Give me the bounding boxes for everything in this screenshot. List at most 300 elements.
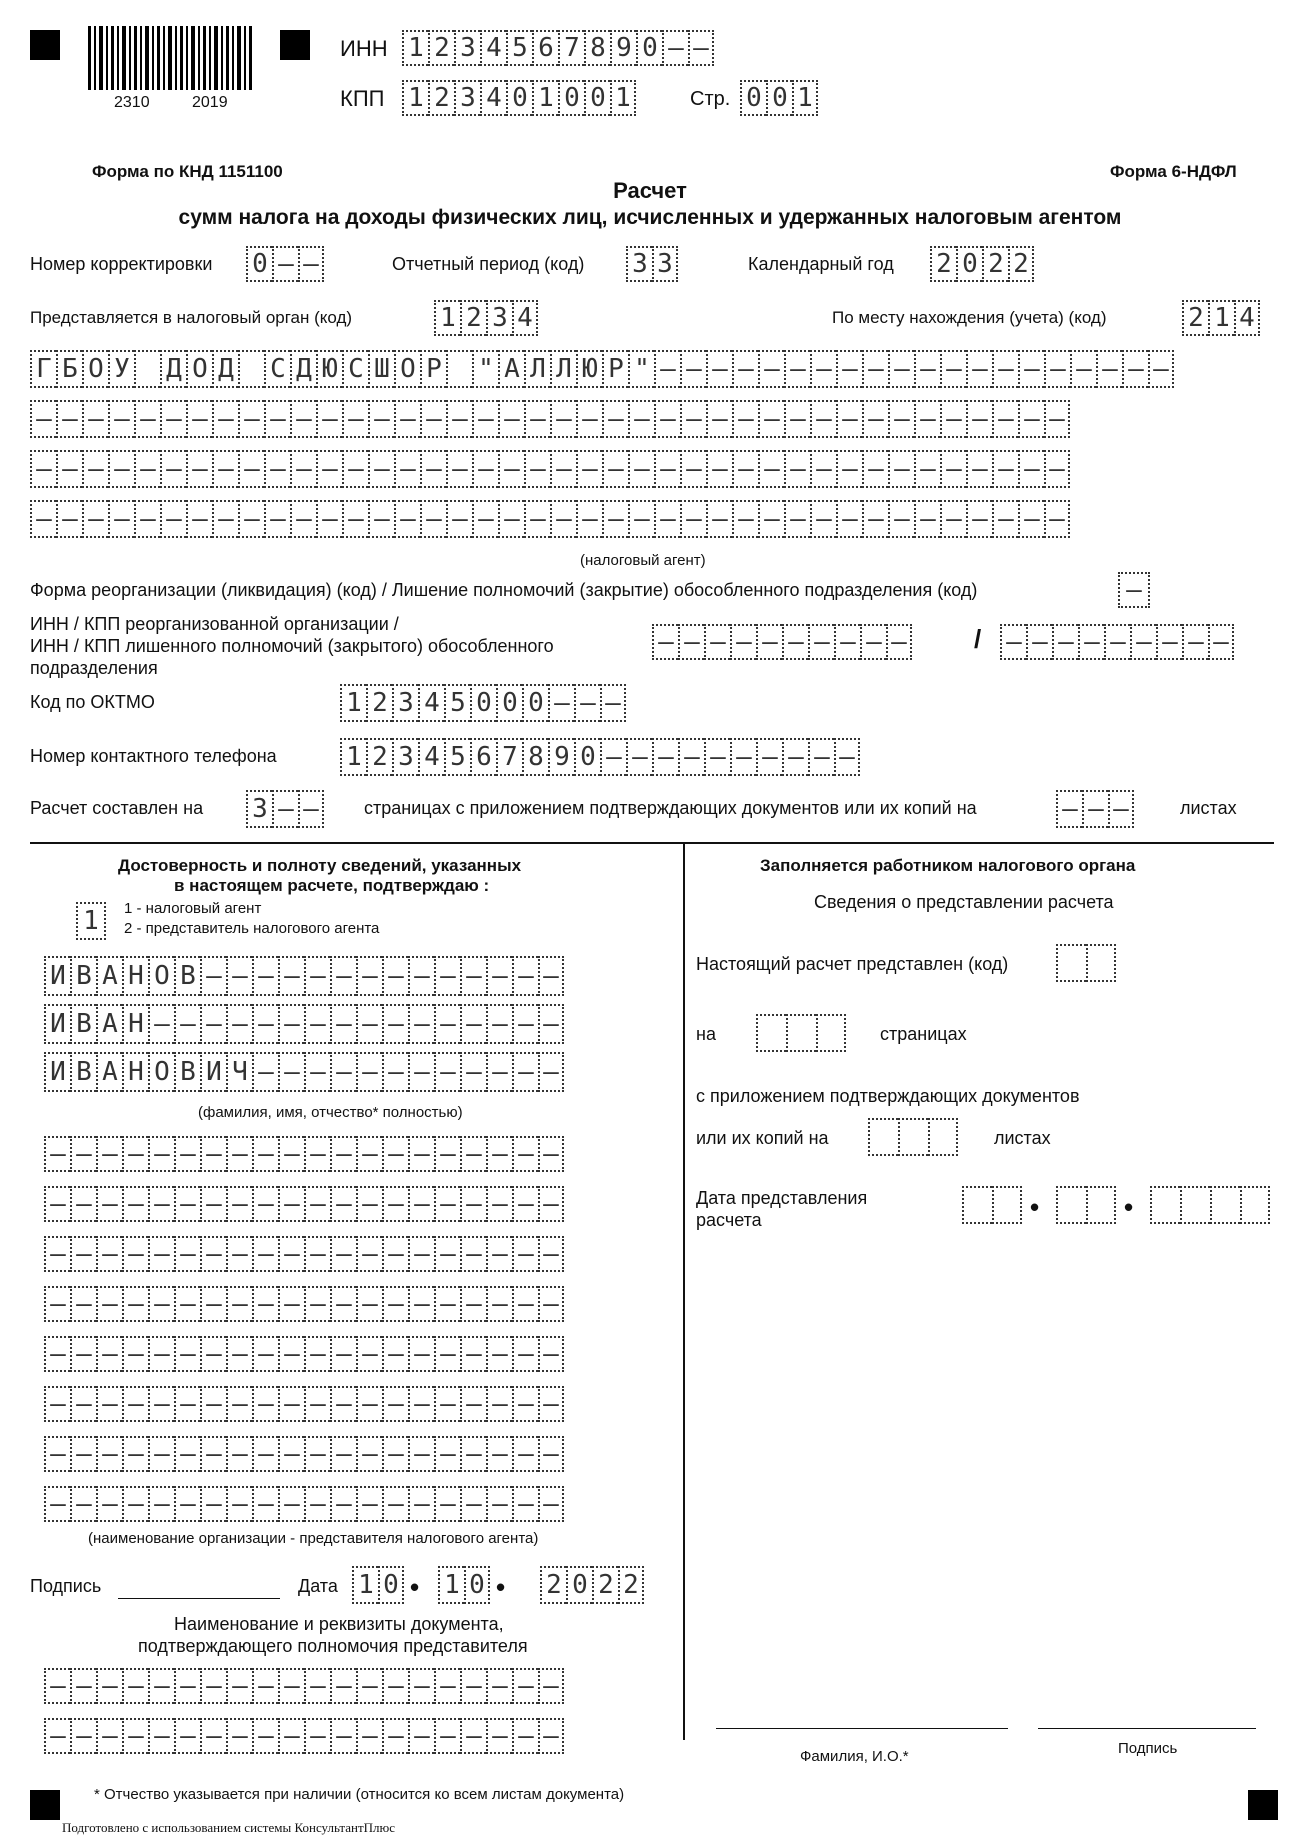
input-cell[interactable]: – [70,1136,96,1172]
input-cell[interactable]: О [148,1052,174,1092]
input-cell[interactable]: – [678,738,704,776]
input-cell[interactable]: – [122,1718,148,1754]
input-cell[interactable]: – [96,1668,122,1704]
year-cells[interactable] [930,246,1034,282]
input-cell[interactable]: 8 [584,30,610,66]
input-cell[interactable]: – [862,500,888,538]
input-cell[interactable]: А [96,956,122,996]
input-cell[interactable]: – [264,450,290,488]
input-cell[interactable]: – [200,1436,226,1472]
input-cell[interactable]: – [1026,624,1052,660]
signer-cells[interactable] [76,902,106,940]
input-cell[interactable]: – [628,400,654,438]
input-cell[interactable]: – [226,1136,252,1172]
rep-row-4[interactable] [44,1286,564,1322]
input-cell[interactable]: – [356,1668,382,1704]
input-cell[interactable]: – [538,1718,564,1754]
input-cell[interactable]: – [992,450,1018,488]
right-date-year-cells[interactable] [1150,1186,1270,1224]
input-cell[interactable]: – [200,956,226,996]
input-cell[interactable]: – [460,1004,486,1044]
input-cell[interactable]: 3 [626,246,652,282]
input-cell[interactable]: – [628,450,654,488]
input-cell[interactable]: – [134,400,160,438]
input-cell[interactable]: – [550,450,576,488]
input-cell[interactable]: – [408,956,434,996]
input-cell[interactable]: – [108,450,134,488]
input-cell[interactable]: – [1078,624,1104,660]
input-cell[interactable]: 5 [444,738,470,776]
input-cell[interactable]: – [1018,400,1044,438]
input-cell[interactable]: – [56,400,82,438]
input-cell[interactable]: – [304,1236,330,1272]
input-cell[interactable]: – [512,1186,538,1222]
input-cell[interactable]: Г [30,350,56,388]
input-cell[interactable]: – [200,1004,226,1044]
input-cell[interactable]: И [44,956,70,996]
input-cell[interactable]: – [472,400,498,438]
input-cell[interactable]: – [408,1668,434,1704]
input-cell[interactable]: – [888,400,914,438]
input-cell[interactable]: – [356,1436,382,1472]
input-cell[interactable]: – [758,450,784,488]
input-cell[interactable]: – [782,738,808,776]
input-cell[interactable]: – [576,500,602,538]
input-cell[interactable]: Ю [316,350,342,388]
input-cell[interactable]: 7 [558,30,584,66]
input-cell[interactable]: – [808,624,834,660]
input-cell[interactable]: – [408,1186,434,1222]
input-cell[interactable]: – [70,1236,96,1272]
input-cell[interactable]: – [122,1386,148,1422]
input-cell[interactable]: – [356,1186,382,1222]
input-cell[interactable]: – [1044,350,1070,388]
input-cell[interactable]: – [512,956,538,996]
input-cell[interactable]: – [122,1236,148,1272]
input-cell[interactable]: – [732,350,758,388]
reorg-cells[interactable] [1118,572,1150,608]
input-cell[interactable]: – [836,350,862,388]
input-cell[interactable]: – [356,1004,382,1044]
input-cell[interactable]: Д [212,350,238,388]
input-cell[interactable]: 0 [506,80,532,116]
input-cell[interactable]: – [304,1718,330,1754]
input-cell[interactable]: – [706,500,732,538]
input-cell[interactable]: 1 [610,80,636,116]
input-cell[interactable]: – [174,1668,200,1704]
input-cell[interactable]: И [44,1052,70,1092]
input-cell[interactable]: – [174,1718,200,1754]
input-cell[interactable]: – [278,1136,304,1172]
input-cell[interactable]: – [226,1486,252,1522]
input-cell[interactable]: В [70,1004,96,1044]
input-cell[interactable]: – [174,1236,200,1272]
input-cell[interactable]: – [96,1386,122,1422]
input-cell[interactable]: – [304,1486,330,1522]
input-cell[interactable]: – [446,450,472,488]
input-cell[interactable]: – [278,1718,304,1754]
input-cell[interactable]: – [278,1336,304,1372]
input-cell[interactable]: – [56,450,82,488]
tax-org-cells[interactable] [434,300,538,336]
input-cell[interactable]: 1 [438,1566,464,1604]
input-cell[interactable]: 1 [402,80,428,116]
input-cell[interactable] [1180,1186,1210,1224]
right-date-day-cells[interactable] [962,1186,1022,1224]
input-cell[interactable]: 1 [1208,300,1234,336]
input-cell[interactable]: Д [290,350,316,388]
input-cell[interactable]: – [148,1004,174,1044]
input-cell[interactable]: – [434,1004,460,1044]
kpp-cells[interactable] [402,80,636,116]
input-cell[interactable]: – [836,450,862,488]
input-cell[interactable]: – [330,1286,356,1322]
rep-row-1[interactable] [44,1136,564,1172]
input-cell[interactable]: – [278,1236,304,1272]
input-cell[interactable]: – [252,1004,278,1044]
input-cell[interactable]: – [538,1004,564,1044]
input-cell[interactable]: – [730,738,756,776]
input-cell[interactable]: – [160,450,186,488]
input-cell[interactable]: – [330,1136,356,1172]
input-cell[interactable]: – [486,1136,512,1172]
input-cell[interactable]: 2 [618,1566,644,1604]
input-cell[interactable]: – [174,1486,200,1522]
input-cell[interactable]: – [758,500,784,538]
input-cell[interactable]: – [252,1386,278,1422]
input-cell[interactable]: – [174,1186,200,1222]
input-cell[interactable]: – [368,400,394,438]
input-cell[interactable]: – [304,1186,330,1222]
input-cell[interactable]: – [654,500,680,538]
input-cell[interactable]: – [148,1336,174,1372]
input-cell[interactable]: – [538,1436,564,1472]
input-cell[interactable]: – [888,500,914,538]
input-cell[interactable]: – [1070,350,1096,388]
input-cell[interactable]: – [174,1336,200,1372]
input-cell[interactable]: – [174,1386,200,1422]
input-cell[interactable]: – [810,350,836,388]
input-cell[interactable]: – [44,1336,70,1372]
input-cell[interactable]: – [486,1236,512,1272]
input-cell[interactable]: – [44,1486,70,1522]
input-cell[interactable]: В [174,956,200,996]
input-cell[interactable]: Л [550,350,576,388]
input-cell[interactable]: – [434,1052,460,1092]
input-cell[interactable]: – [940,450,966,488]
input-cell[interactable]: – [420,400,446,438]
input-cell[interactable]: – [70,1436,96,1472]
input-cell[interactable]: 5 [506,30,532,66]
input-cell[interactable]: – [654,400,680,438]
input-cell[interactable]: – [680,450,706,488]
input-cell[interactable]: – [96,1718,122,1754]
input-cell[interactable]: Л [524,350,550,388]
input-cell[interactable]: 2 [428,80,454,116]
input-cell[interactable]: 4 [480,80,506,116]
input-cell[interactable]: – [1156,624,1182,660]
input-cell[interactable]: – [56,500,82,538]
input-cell[interactable]: – [148,1436,174,1472]
input-cell[interactable]: Ч [226,1052,252,1092]
input-cell[interactable]: 4 [1234,300,1260,336]
input-cell[interactable]: – [538,1668,564,1704]
input-cell[interactable]: Н [122,956,148,996]
input-cell[interactable]: 0 [584,80,610,116]
input-cell[interactable]: – [252,1236,278,1272]
doc-row-2[interactable] [44,1718,564,1754]
patronymic-cells[interactable] [44,1052,564,1092]
input-cell[interactable]: – [186,450,212,488]
input-cell[interactable]: – [272,790,298,828]
input-cell[interactable]: – [758,350,784,388]
input-cell[interactable]: – [30,450,56,488]
input-cell[interactable]: – [888,450,914,488]
input-cell[interactable]: 6 [470,738,496,776]
input-cell[interactable]: – [330,1718,356,1754]
rep-row-7[interactable] [44,1436,564,1472]
input-cell[interactable]: 2 [982,246,1008,282]
input-cell[interactable]: – [434,1486,460,1522]
input-cell[interactable]: – [408,1436,434,1472]
input-cell[interactable]: – [512,1668,538,1704]
input-cell[interactable]: – [486,1436,512,1472]
input-cell[interactable]: – [304,1286,330,1322]
reorg-inn-cells[interactable] [652,624,912,660]
input-cell[interactable]: 4 [418,738,444,776]
input-cell[interactable]: – [1108,790,1134,828]
input-cell[interactable]: – [356,1052,382,1092]
input-cell[interactable] [1086,944,1116,982]
input-cell[interactable]: 2 [1182,300,1208,336]
input-cell[interactable]: – [538,1486,564,1522]
input-cell[interactable]: – [174,1286,200,1322]
input-cell[interactable]: – [836,500,862,538]
input-cell[interactable]: – [512,1236,538,1272]
input-cell[interactable]: – [1118,572,1150,608]
input-cell[interactable]: – [330,1004,356,1044]
input-cell[interactable]: Р [420,350,446,388]
input-cell[interactable]: – [654,350,680,388]
agent-name-row-2[interactable] [30,400,1070,438]
input-cell[interactable]: – [498,450,524,488]
input-cell[interactable]: – [212,500,238,538]
input-cell[interactable]: – [966,400,992,438]
input-cell[interactable]: 0 [464,1566,490,1604]
input-cell[interactable]: 0 [470,684,496,722]
input-cell[interactable]: – [460,1436,486,1472]
input-cell[interactable]: – [278,1486,304,1522]
input-cell[interactable] [868,1118,898,1156]
input-cell[interactable]: – [356,1286,382,1322]
input-cell[interactable]: Р [602,350,628,388]
input-cell[interactable]: – [44,1386,70,1422]
input-cell[interactable]: – [108,400,134,438]
input-cell[interactable]: – [304,1668,330,1704]
input-cell[interactable]: – [914,500,940,538]
date-year-cells[interactable] [540,1566,644,1604]
input-cell[interactable]: – [148,1236,174,1272]
input-cell[interactable]: – [1208,624,1234,660]
input-cell[interactable]: – [408,1386,434,1422]
input-cell[interactable]: – [382,1052,408,1092]
input-cell[interactable]: – [272,246,298,282]
input-cell[interactable]: – [1018,450,1044,488]
input-cell[interactable]: – [356,1486,382,1522]
input-cell[interactable]: – [238,450,264,488]
input-cell[interactable]: – [688,30,714,66]
input-cell[interactable]: – [356,1336,382,1372]
input-cell[interactable]: – [382,1336,408,1372]
input-cell[interactable]: Б [56,350,82,388]
input-cell[interactable] [1240,1186,1270,1224]
input-cell[interactable]: – [1122,350,1148,388]
input-cell[interactable]: 8 [522,738,548,776]
input-cell[interactable]: – [784,400,810,438]
input-cell[interactable]: – [44,1136,70,1172]
input-cell[interactable]: – [1044,400,1070,438]
input-cell[interactable]: 0 [496,684,522,722]
input-cell[interactable]: – [304,1004,330,1044]
input-cell[interactable]: – [278,1668,304,1704]
input-cell[interactable]: – [600,684,626,722]
input-cell[interactable]: – [486,1052,512,1092]
surname-cells[interactable] [44,956,564,996]
input-cell[interactable]: – [148,1286,174,1322]
input-cell[interactable]: – [486,1004,512,1044]
input-cell[interactable]: – [434,1236,460,1272]
input-cell[interactable]: – [758,400,784,438]
input-cell[interactable]: – [1018,350,1044,388]
reorg-kpp-cells[interactable] [1000,624,1234,660]
input-cell[interactable]: – [382,1186,408,1222]
location-cells[interactable] [1182,300,1260,336]
input-cell[interactable]: – [434,1718,460,1754]
date-day-cells[interactable] [352,1566,404,1604]
input-cell[interactable]: Ю [576,350,602,388]
input-cell[interactable]: – [460,1718,486,1754]
input-cell[interactable]: 4 [418,684,444,722]
input-cell[interactable]: – [316,500,342,538]
input-cell[interactable]: – [1056,790,1082,828]
input-cell[interactable] [1056,944,1086,982]
input-cell[interactable]: И [44,1004,70,1044]
input-cell[interactable]: – [486,956,512,996]
input-cell[interactable]: – [330,1668,356,1704]
input-cell[interactable]: – [330,1186,356,1222]
input-cell[interactable]: – [226,1236,252,1272]
input-cell[interactable]: – [70,1286,96,1322]
input-cell[interactable]: 2 [930,246,956,282]
input-cell[interactable]: – [524,500,550,538]
input-cell[interactable]: – [408,1336,434,1372]
input-cell[interactable]: 0 [766,80,792,116]
input-cell[interactable]: – [122,1486,148,1522]
input-cell[interactable]: 0 [956,246,982,282]
input-cell[interactable]: – [356,1718,382,1754]
input-cell[interactable]: – [304,956,330,996]
input-cell[interactable]: 1 [434,300,460,336]
input-cell[interactable]: 0 [740,80,766,116]
input-cell[interactable] [898,1118,928,1156]
input-cell[interactable]: – [330,1486,356,1522]
input-cell[interactable]: – [330,1336,356,1372]
correction-cells[interactable] [246,246,324,282]
input-cell[interactable]: – [342,450,368,488]
input-cell[interactable]: – [122,1668,148,1704]
input-cell[interactable]: 5 [444,684,470,722]
input-cell[interactable]: – [862,450,888,488]
input-cell[interactable]: – [278,1286,304,1322]
input-cell[interactable]: – [512,1386,538,1422]
input-cell[interactable]: – [200,1386,226,1422]
input-cell[interactable]: 2 [540,1566,566,1604]
input-cell[interactable]: – [810,450,836,488]
input-cell[interactable]: 0 [558,80,584,116]
input-cell[interactable]: И [200,1052,226,1092]
input-cell[interactable]: – [486,1386,512,1422]
input-cell[interactable]: – [134,500,160,538]
input-cell[interactable]: С [342,350,368,388]
input-cell[interactable]: А [498,350,524,388]
input-cell[interactable]: – [394,500,420,538]
input-cell[interactable]: У [108,350,134,388]
input-cell[interactable]: – [226,1436,252,1472]
input-cell[interactable]: – [122,1286,148,1322]
input-cell[interactable]: – [82,400,108,438]
input-cell[interactable]: 7 [496,738,522,776]
input-cell[interactable]: – [860,624,886,660]
input-cell[interactable]: 2 [460,300,486,336]
input-cell[interactable]: – [44,1236,70,1272]
input-cell[interactable]: – [330,1236,356,1272]
input-cell[interactable]: 3 [392,684,418,722]
input-cell[interactable] [1056,1186,1086,1224]
input-cell[interactable]: – [382,1718,408,1754]
input-cell[interactable]: С [264,350,290,388]
input-cell[interactable] [1210,1186,1240,1224]
input-cell[interactable]: – [486,1186,512,1222]
input-cell[interactable] [1150,1186,1180,1224]
input-cell[interactable]: – [538,1052,564,1092]
input-cell[interactable]: – [134,450,160,488]
submitted-cells[interactable] [1056,944,1116,982]
phone-cells[interactable] [340,738,860,776]
input-cell[interactable]: – [992,400,1018,438]
input-cell[interactable]: – [252,1668,278,1704]
input-cell[interactable]: – [940,350,966,388]
input-cell[interactable]: 2 [366,738,392,776]
input-cell[interactable]: – [200,1668,226,1704]
input-cell[interactable]: – [434,956,460,996]
input-cell[interactable]: – [148,1668,174,1704]
input-cell[interactable]: – [200,1136,226,1172]
input-cell[interactable]: 3 [246,790,272,828]
input-cell[interactable]: – [756,738,782,776]
input-cell[interactable]: – [252,1052,278,1092]
input-cell[interactable]: – [356,956,382,996]
input-cell[interactable]: – [420,450,446,488]
input-cell[interactable]: – [356,1236,382,1272]
input-cell[interactable]: – [460,1236,486,1272]
input-cell[interactable]: – [252,1336,278,1372]
input-cell[interactable]: – [1018,500,1044,538]
input-cell[interactable]: – [940,500,966,538]
input-cell[interactable]: О [148,956,174,996]
input-cell[interactable]: В [70,1052,96,1092]
input-cell[interactable]: – [1052,624,1078,660]
sign-line[interactable] [1038,1728,1256,1729]
